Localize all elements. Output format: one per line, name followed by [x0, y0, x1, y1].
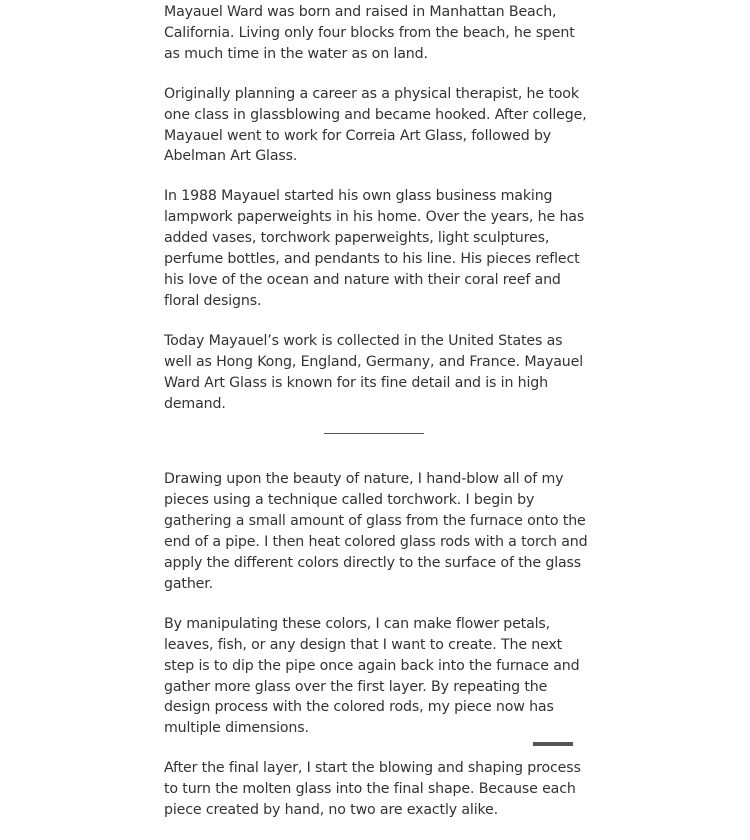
section-divider — [324, 433, 424, 434]
article-body — [164, 2, 594, 840]
section-divider-row — [164, 428, 594, 450]
bio-paragraph-4: Today Mayauel’s work is collected in the United States as well as Hong Kong, England, Germany, and France. Mayauel Ward Art Glass is known for its fine detail and is in high demand. — [164, 332, 583, 412]
bio-paragraph-3: In 1988 Mayauel started his own glass business making lampwork paperweights in his home. Over the years, he has added vases, torchwork paperweights, light sculptures, perfume bottles, and pendants to his line. His pieces reflect his love of the ocean and nature with their coral reef and floral designs. — [164, 188, 585, 309]
scroll-indicator — [533, 742, 573, 746]
statement-paragraph-2: By manipulating these colors, I can make flower petals, leaves, fish, or any design that I want to create. The next step is to dip the pipe once again back into the furnace and gather more glass over the first layer. By repeating the design process with the colored rods, my piece now has multiple dimensions. — [164, 615, 580, 737]
statement-paragraph-3: After the final layer, I start the blowing and shaping process to turn the molten glass into the final shape. Because each piece created by hand, no two are exactly alike. — [164, 760, 581, 819]
statement-paragraph-1: Drawing upon the beauty of nature, I hand-blow all of my pieces using a technique called torchwork. I begin by gathering a small amount of glass from the furnace onto the end of a pipe. I then heat colored glass rods with a torch and apply the different colors directly to the surface of the glass gather. — [164, 471, 588, 592]
bio-paragraph-2: Originally planning a career as a physical therapist, he took one class in glassblowing and became hooked. After college, Mayauel went to work for Correia Art Glass, followed by Abelman Art Glass. — [164, 85, 587, 165]
bio-paragraph-1: Mayauel Ward was born and raised in Manhattan Beach, California. Living only four blocks from the beach, he spent as much time in the water as on land. — [164, 4, 575, 62]
